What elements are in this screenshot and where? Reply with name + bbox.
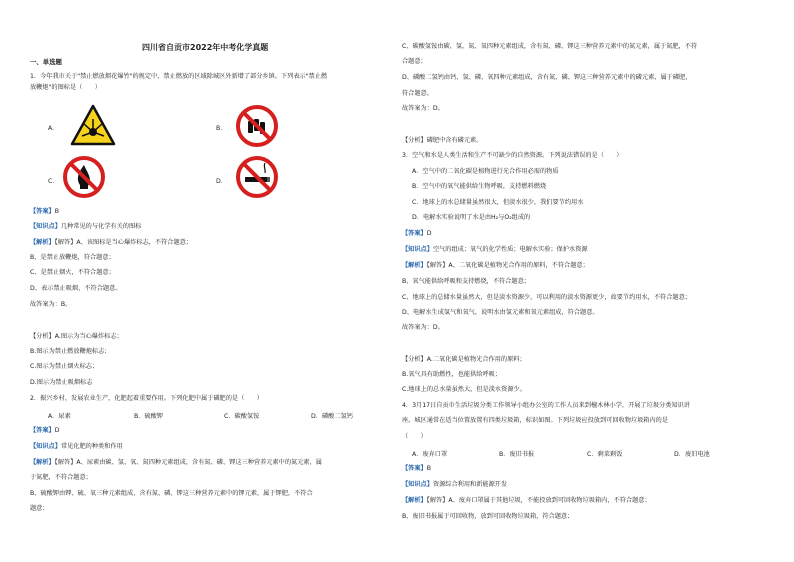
q1-stem-line1: 1．今年我市关于"禁止燃放烟花爆竹"的规定中，禁止燃放的区域除城区外新增了部分乡镇。下列表示"禁止燃 <box>30 73 328 80</box>
q3-option-c: C．地球上的水总储量虽然很大，但淡水很少，我们要节约用水 <box>412 199 584 206</box>
q4-stem-line3: （ ） <box>402 433 427 440</box>
section-heading: 一、单选题 <box>30 58 62 66</box>
q4-option-b: B．废旧书报 <box>499 451 535 458</box>
q2-knowledge: 【知识点】常见化肥的种类和作用 <box>30 443 123 450</box>
r-line4: 符合题意。 <box>402 90 433 97</box>
q1-fenxi-line3: C.图示为禁止烟火标志； <box>30 363 99 370</box>
q2-analysis-line4: 题意； <box>30 505 49 512</box>
r-line2: 合题意； <box>402 58 427 65</box>
q3-answer: 【答案】D <box>402 230 432 237</box>
q3-analysis-line2: B、氧气能供给呼吸和支持燃烧，不符合题意； <box>402 278 530 285</box>
q3-analysis-line1: 【解析】【解答】A、二氧化碳是植物光合作用的原料，不符合题意； <box>402 262 589 269</box>
no-firecrackers-icon <box>235 104 279 148</box>
q3-stem: 3．空气和水是人类生活和生产不可缺少的自然资源。下列说法错误的是（ ） <box>402 152 623 159</box>
q3-knowledge: 【知识点】空气的组成；氧气的化学性质；电解水实验；保护水资源 <box>402 246 588 253</box>
q3-fenxi-line3: C.地球上的总水量虽然大，但是淡水资源少。 <box>402 386 526 393</box>
q1-answer: 【答案】B <box>30 208 59 215</box>
q1-result: 故答案为：B。 <box>30 301 72 308</box>
q4-analysis-line2: B、废旧书报属于可回收物，放到可回收物垃圾箱，符合题意； <box>402 513 574 520</box>
q3-analysis-line4: D、电解水生成氢气和氧气，说明水由氢元素和氧元素组成，符合题意。 <box>402 309 599 316</box>
q4-option-c: C．剩菜剩饭 <box>587 451 623 458</box>
q2-option-d: D．磷酸二氢钙 <box>311 413 353 420</box>
q1-fenxi-line4: D.图示为禁止吸烟标志 <box>30 379 93 386</box>
q2-answer: 【答案】D <box>30 427 60 434</box>
r-line3: D、磷酸二氢钙由钙、氢、磷、氧四种元素组成，含有氮、磷、钾这三种营养元素中的磷元素，属于磷肥， <box>402 74 692 81</box>
explosion-warning-icon <box>70 104 116 146</box>
q2-option-c: C．碳酸氢铵 <box>224 413 260 420</box>
q1-analysis-line4: D、表示禁止吸烟，不符合题意。 <box>30 285 122 292</box>
page-title: 四川省自贡市2022年中考化学真题 <box>142 43 269 52</box>
q2-analysis-line1: 【解析】【解答】A、尿素由碳、氢、氧、氮四种元素组成，含有氮、磷、钾这三种营养元素中的氮元素，属 <box>30 459 322 466</box>
q3-option-d: D．电解水实验说明了水是由H₂与O₂组成的 <box>412 214 531 221</box>
q3-result: 故答案为：D。 <box>402 324 444 331</box>
q1-analysis-line3: C、是禁止烟火，不符合题意； <box>30 269 115 276</box>
q2-analysis-line3: B、硫酸钾由钾、硫、氧三种元素组成，含有氮、磷、钾这三种营养元素中的钾元素，属于钾肥，不符合 <box>30 490 313 497</box>
q2-analysis-line2: 于氮肥，不符合题意； <box>30 474 92 481</box>
q3-option-a: A．空气中的二氧化碳是植物进行光合作用必需的物质 <box>412 168 559 175</box>
q2-stem: 2．振兴乡村，发展农业生产，化肥起着重要作用。下列化肥中属于磷肥的是（ ） <box>30 395 263 402</box>
q3-fenxi-line2: B.氧气具有助燃性，也能供给呼吸； <box>402 371 502 378</box>
q1-knowledge: 【知识点】几种常见的与化学有关的图标 <box>30 223 142 230</box>
q1-analysis-line2: B、是禁止放鞭炮，符合题意； <box>30 254 115 261</box>
q1-option-d-label: D． <box>216 178 227 185</box>
q3-option-b: B．空气中的氧气能供给生物呼吸，支持燃料燃烧 <box>412 183 547 190</box>
q2-option-a: A．尿素 <box>48 413 71 420</box>
q2-option-b: B．硫酸钾 <box>134 413 163 420</box>
r-line5: 故答案为：D。 <box>402 105 444 112</box>
q4-stem-line2: 座。城区通常在适当位置放置有四类垃圾箱，标识如图。下列垃圾应投放到可回收物垃圾箱内的是 <box>402 417 669 424</box>
no-fire-icon <box>62 155 106 199</box>
q1-option-b-label: B． <box>216 125 227 132</box>
q4-option-a: A．废弃口罩 <box>412 451 448 458</box>
q3-analysis-line3: C、地球上的总储水量虽然大，但是淡水资源少，可以利用的淡水资源更少，故要节约用水，不符合题意； <box>402 294 691 301</box>
q1-option-c-label: C． <box>48 178 59 185</box>
q1-option-a-label: A． <box>48 125 59 132</box>
r-line6: 【分析】磷肥中含有磷元素。 <box>402 137 483 144</box>
q4-knowledge: 【知识点】资源综合利用和新能源开发 <box>402 481 508 488</box>
q4-option-d: D．废旧电池 <box>674 451 710 458</box>
q4-answer: 【答案】B <box>402 465 431 472</box>
r-line1: C、碳酸氢铵由碳、氢、氮、氧四种元素组成，含有氮、磷、钾这三种营养元素中的氮元素，属于氮肥，不符 <box>402 43 698 50</box>
q1-analysis-line1: 【解析】【解答】A、该图标是当心爆炸标志，不符合题意； <box>30 239 193 246</box>
q4-stem-line1: 4．3月17日自贡市生活垃圾分类工作领导小组办公室的工作人员来到檀木林小学，开展了垃圾分类知识讲 <box>402 402 690 409</box>
q4-analysis-line1: 【解析】【解答】A、废弃口罩属于其他垃圾，不能投放到可回收物垃圾箱内，不符合题意； <box>402 497 651 504</box>
q1-stem-line2: 放鞭炮"的图标是（ ） <box>30 84 101 91</box>
no-smoking-icon <box>235 155 279 199</box>
q1-fenxi-line2: B.图示为禁止燃放鞭炮标志； <box>30 348 111 355</box>
q3-fenxi-line1: 【分析】A.二氧化碳是植物光合作用的原料； <box>402 356 526 363</box>
q1-fenxi-line1: 【分析】A.图示为当心爆炸标志； <box>30 333 123 340</box>
